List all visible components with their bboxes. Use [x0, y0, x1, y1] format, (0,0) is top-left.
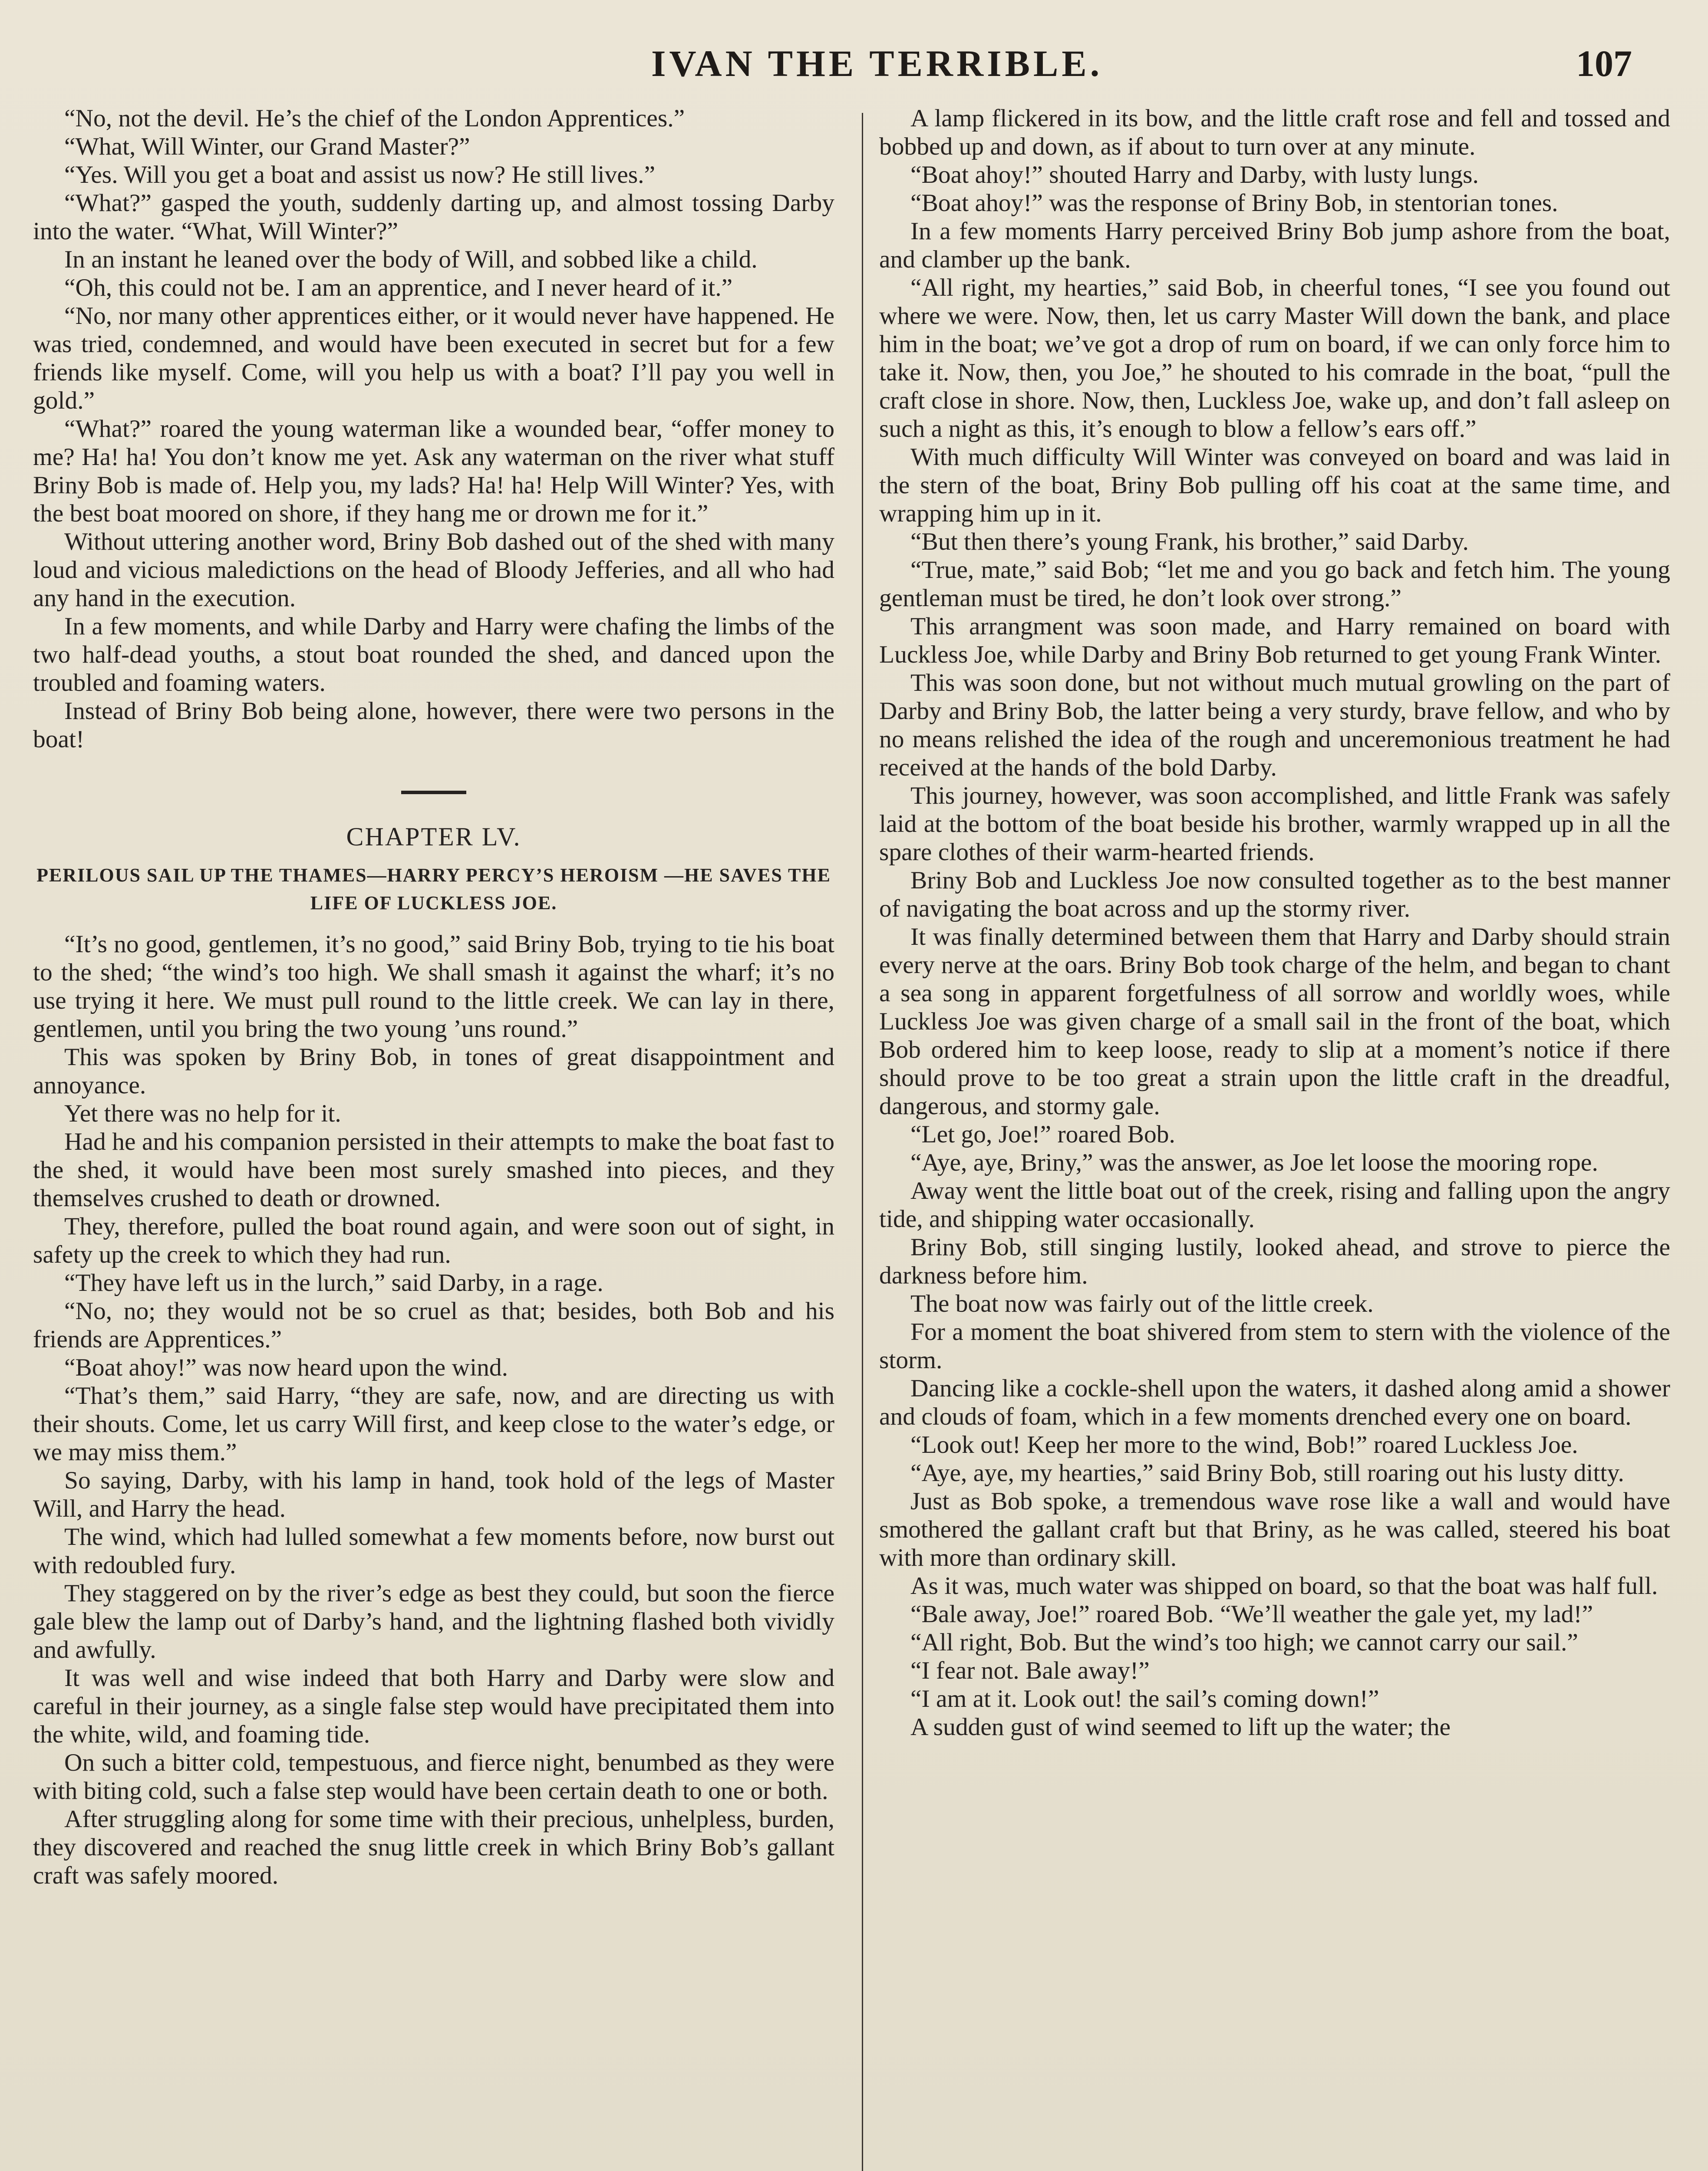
paragraph: It was well and wise indeed that both Harry and Darby were slow and careful in their journey, as a single false step would have precipitated them into the white, wild, and foaming tide. [33, 1664, 834, 1748]
paragraph: “No, no; they would not be so cruel as that; besides, both Bob and his friends are Apprentices.” [33, 1297, 834, 1353]
paragraph: “Boat ahoy!” was now heard upon the wind. [64, 1354, 508, 1381]
paragraph: “Oh, this could not be. I am an apprentice, and I never heard of it.” [64, 274, 733, 301]
paragraph: Had he and his companion persisted in their attempts to make the boat fast to the shed, it would have been most surely smashed into pieces, and they themselves crushed to death or drowned. [33, 1128, 834, 1212]
paragraph: “Boat ahoy!” was the response of Briny Bob, in stentorian tones. [910, 189, 1558, 217]
paragraph: Without uttering another word, Briny Bob dashed out of the shed with many loud and vicious maledictions on the head of Bloody Jefferies, and all who had any hand in the execution. [33, 528, 834, 612]
paragraph: The wind, which had lulled somewhat a few moments before, now burst out with redoubled fury. [33, 1523, 834, 1579]
paragraph: “What, Will Winter, our Grand Master?” [64, 133, 470, 160]
paragraph: “It’s no good, gentlemen, it’s no good,” said Briny Bob, trying to tie his boat to the shed; “the wind’s too high. We shall smash it against the wharf; it’s no use trying it here. We must pull round to the little creek. We can lay in there, gentlemen, until you bring the two young ’uns round.” [33, 930, 834, 1043]
page-header [30, 42, 1637, 94]
column-divider [862, 113, 863, 2171]
paragraph: On such a bitter cold, tempestuous, and fierce night, benumbed as they were with biting cold, such a false step would have been certain death to one or both. [33, 1749, 834, 1805]
paragraph: “Boat ahoy!” shouted Harry and Darby, with lusty lungs. [910, 161, 1479, 188]
paragraph: “All right, my hearties,” said Bob, in cheerful tones, “I see you found out where we were. Now, then, let us carry Master Will down the bank, and place him in the boat; we’ve got a drop of rum on board, if we can only force him to take it. Now, then, you Joe,” he shouted to his comrade in the boat, “pull the craft close in shore. Now, then, Luckless Joe, wake up, and don’t fall asleep on such a night as this, it’s enough to blow a fellow’s ears off.” [879, 274, 1670, 442]
left-column [33, 104, 834, 1890]
paragraph: So saying, Darby, with his lamp in hand, took hold of the legs of Master Will, and Harry the head. [33, 1467, 834, 1522]
paragraph: They staggered on by the river’s edge as best they could, but soon the fierce gale blew the lamp out of Darby’s hand, and the lightning flashed both vividly and awfully. [33, 1580, 834, 1663]
paragraph: It was finally determined between them that Harry and Darby should strain every nerve at the oars. Briny Bob took charge of the helm, and began to chant a sea song in apparent forgetfulness of all sorrow and worldly woes, while Luckless Joe was given charge of a small sail in the front of the boat, which Bob ordered him to keep loose, ready to slip at a moment’s notice if there should prove to be too great a strain upon the little craft in the dreadful, dangerous, and stormy gale. [879, 923, 1670, 1120]
paragraph: In a few moments Harry perceived Briny Bob jump ashore from the boat, and clamber up the bank. [879, 218, 1670, 273]
chapter-heading: CHAPTER LV. [346, 822, 521, 851]
paragraph: “What?” gasped the youth, suddenly darting up, and almost tossing Darby into the water. “What, Will Winter?” [33, 189, 834, 245]
paragraph: “They have left us in the lurch,” said Darby, in a rage. [64, 1269, 603, 1297]
paragraph: “Yes. Will you get a boat and assist us now? He still lives.” [64, 161, 656, 188]
paragraph: “No, not the devil. He’s the chief of the London Apprentices.” [64, 105, 685, 132]
paragraph: Instead of Briny Bob being alone, however, there were two persons in the boat! [33, 697, 834, 753]
paragraph: “Aye, aye, Briny,” was the answer, as Joe let loose the mooring rope. [910, 1149, 1598, 1176]
paragraph: “I am at it. Look out! the sail’s coming down!” [910, 1685, 1379, 1712]
paragraph: “Aye, aye, my hearties,” said Briny Bob, still roaring out his lusty ditty. [910, 1459, 1624, 1487]
paragraph: After struggling along for some time with their precious, unhelpless, burden, they discovered and reached the snug little creek in which Briny Bob’s gallant craft was safely moored. [33, 1805, 834, 1889]
paragraph: They, therefore, pulled the boat round again, and were soon out of sight, in safety up the creek to which they had run. [33, 1213, 834, 1268]
paragraph: With much difficulty Will Winter was conveyed on board and was laid in the stern of the boat, Briny Bob pulling off his coat at the same time, and wrapping him up in it. [879, 443, 1670, 527]
section-separator [401, 791, 466, 794]
right-column [879, 104, 1670, 1741]
paragraph: A lamp flickered in its bow, and the little craft rose and fell and tossed and bobbed up and down, as if about to turn over at any minute. [879, 105, 1670, 160]
paragraph: “That’s them,” said Harry, “they are safe, now, and are directing us with their shouts. Come, let us carry Will first, and keep close to the water’s edge, or we may miss them.” [33, 1382, 834, 1466]
paragraph: This was spoken by Briny Bob, in tones of great disappointment and annoyance. [33, 1043, 834, 1099]
left-column-text-after [33, 930, 834, 1890]
paragraph: Away went the little boat out of the creek, rising and falling upon the angry tide, and shipping water occasionally. [879, 1177, 1670, 1233]
paragraph: “Let go, Joe!” roared Bob. [910, 1121, 1175, 1148]
paragraph: This journey, however, was soon accomplished, and little Frank was safely laid at the bottom of the boat beside his brother, warmly wrapped up in all the spare clothes of their warm-hearted friends. [879, 782, 1670, 866]
paragraph: “But then there’s young Frank, his brother,” said Darby. [910, 528, 1469, 555]
paragraph: “Bale away, Joe!” roared Bob. “We’ll weather the gale yet, my lad!” [910, 1600, 1593, 1628]
paragraph: Dancing like a cockle-shell upon the waters, it dashed along amid a shower and clouds of foam, which in a few moments drenched every one on board. [879, 1375, 1670, 1430]
paragraph: Briny Bob and Luckless Joe now consulted together as to the best manner of navigating the boat across and up the stormy river. [879, 867, 1670, 922]
paragraph: “I fear not. Bale away!” [910, 1657, 1150, 1684]
paragraph: The boat now was fairly out of the little creek. [910, 1290, 1374, 1317]
running-title: IVAN THE TERRIBLE. [651, 43, 1103, 84]
paragraph: This arrangment was soon made, and Harry remained on board with Luckless Joe, while Darby and Briny Bob returned to get young Frank Winter. [879, 613, 1670, 668]
paragraph: “True, mate,” said Bob; “let me and you go back and fetch him. The young gentleman must be tired, he don’t look over strong.” [879, 556, 1670, 612]
page-number: 107 [1576, 43, 1632, 84]
paragraph: In a few moments, and while Darby and Harry were chafing the limbs of the two half-dead youths, a stout boat rounded the shed, and danced upon the troubled and foaming waters. [33, 613, 834, 696]
paragraph: “Look out! Keep her more to the wind, Bob!” roared Luckless Joe. [910, 1431, 1578, 1458]
paragraph: “What?” roared the young waterman like a wounded bear, “offer money to me? Ha! ha! You don’t know me yet. Ask any waterman on the river what stuff Briny Bob is made of. Help you, my lads? Ha! ha! Help Will Winter? Yes, with the best boat moored on shore, if they hang me or drown me for it.” [33, 415, 834, 527]
chapter-subtitle: PERILOUS SAIL UP THE THAMES—HARRY PERCY’S HEROISM —HE SAVES THE LIFE OF LUCKLESS JOE. [36, 864, 831, 914]
paragraph: As it was, much water was shipped on board, so that the boat was half full. [910, 1572, 1658, 1600]
paragraph: Yet there was no help for it. [64, 1100, 341, 1127]
paragraph: This was soon done, but not without much mutual growling on the part of Darby and Briny Bob, the latter being a very sturdy, brave fellow, and who by no means relished the idea of the rough and unceremonious treatment he had received at the hands of the bold Darby. [879, 669, 1670, 781]
right-column-text [879, 104, 1670, 1741]
left-column-text-before [33, 104, 834, 753]
paragraph: In an instant he leaned over the body of Will, and sobbed like a child. [64, 246, 758, 273]
paragraph: Briny Bob, still singing lustily, looked ahead, and strove to pierce the darkness before him. [879, 1234, 1670, 1289]
paragraph: Just as Bob spoke, a tremendous wave rose like a wall and would have smothered the gallant craft but that Briny, as he was called, steered his boat with more than ordinary skill. [879, 1488, 1670, 1571]
paragraph: For a moment the boat shivered from stem to stern with the violence of the storm. [879, 1318, 1670, 1374]
paragraph: “No, nor many other apprentices either, or it would never have happened. He was tried, condemned, and would have been executed in secret but for a few friends like myself. Come, will you help us with a boat? I’ll pay you well in gold.” [33, 302, 834, 414]
paragraph: “All right, Bob. But the wind’s too high; we cannot carry our sail.” [910, 1629, 1578, 1656]
paragraph: A sudden gust of wind seemed to lift up the water; the [910, 1713, 1451, 1741]
